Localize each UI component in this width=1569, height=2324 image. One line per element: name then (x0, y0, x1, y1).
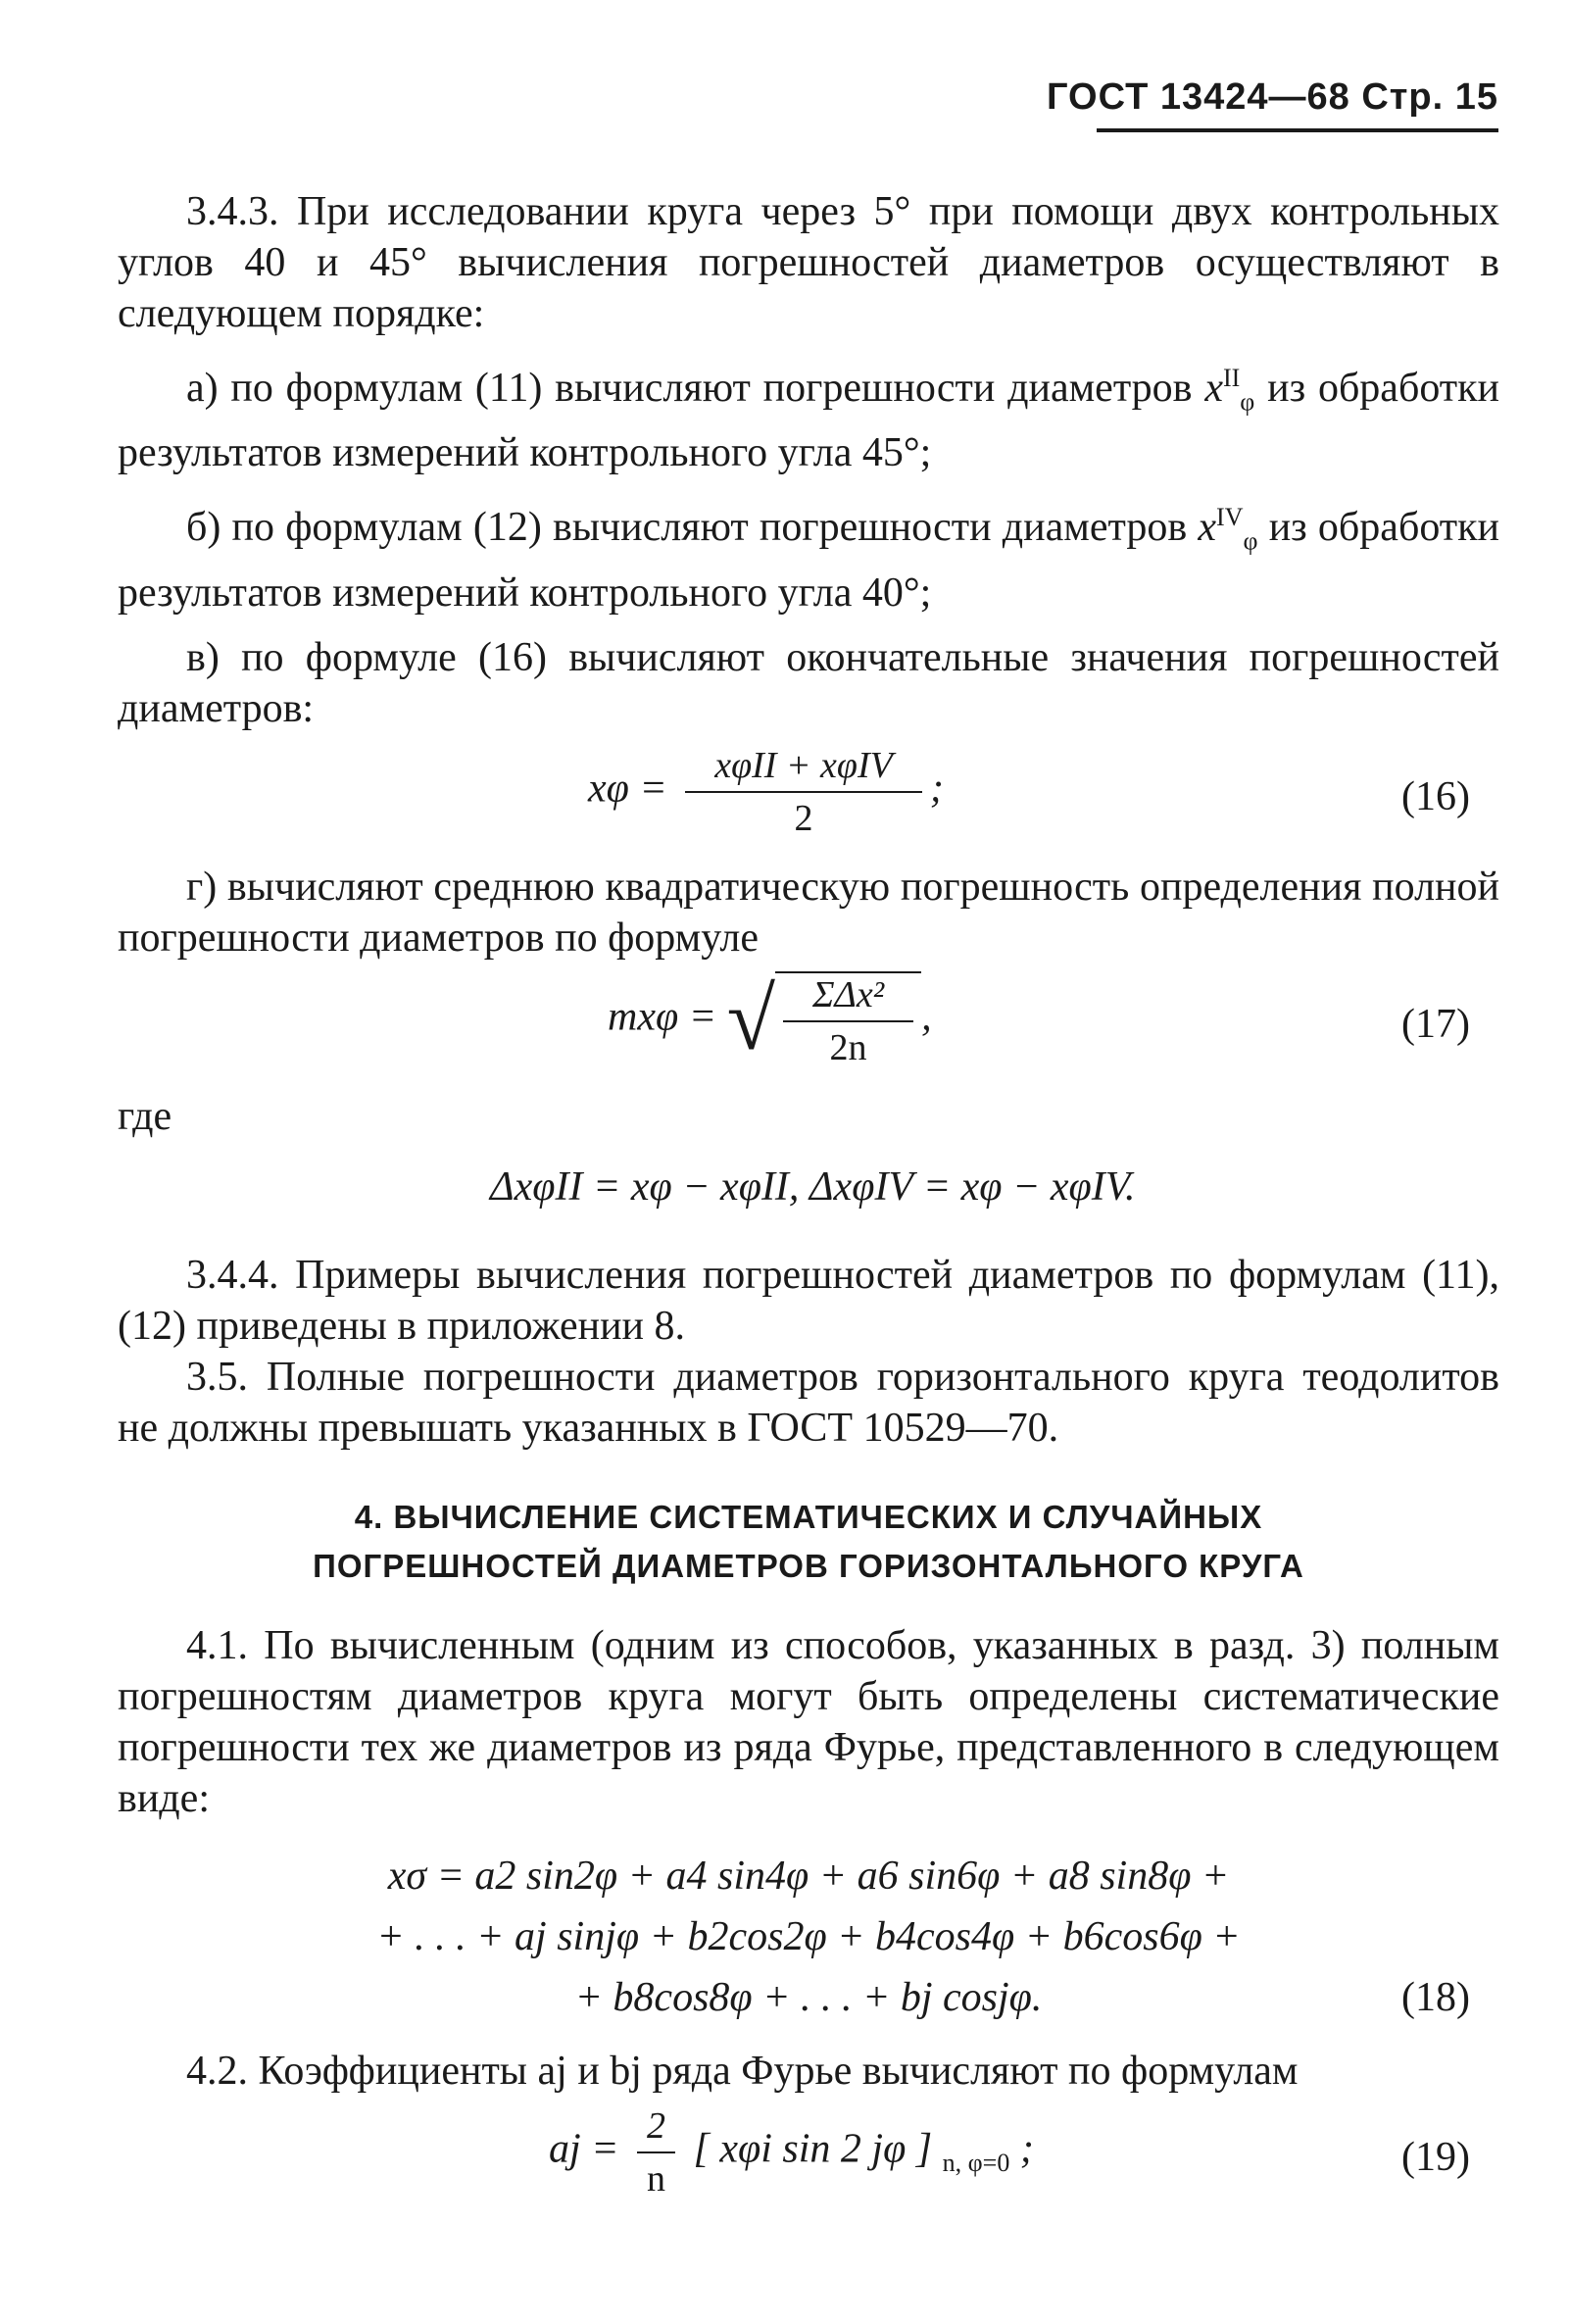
formula-18 (118, 1846, 1499, 2028)
formula-19-number: (19) (1401, 2134, 1470, 2180)
formula-19-tail: ; (1019, 2126, 1034, 2172)
formula-18-line3: + b8cos8φ + . . . + bj cosjφ. (574, 1974, 1043, 2020)
formula-16-numerator: xφII + xφIV (685, 744, 922, 793)
formula-19 (118, 2097, 1499, 2224)
section-4-title-line2: ПОГРЕШНОСТЕЙ ДИАМЕТРОВ ГОРИЗОНТАЛЬНОГО КРУГА (313, 1547, 1304, 1584)
header-text: ГОСТ 13424—68 Стр. 15 (1046, 76, 1498, 118)
formula-17-denominator: 2n (829, 1026, 867, 1068)
paragraph-3-4-3: 3.4.3. При исследовании круга через 5° при помощи двух контрольных углов 40 и 45° вычисления погрешностей диаметров осуществляют в следующем порядке: (118, 189, 1499, 336)
item-a (118, 353, 1499, 478)
formula-19-body: [ xφi sin 2 jφ ] (693, 2126, 933, 2172)
item-b (118, 492, 1499, 618)
formula-19-denominator: n (647, 2157, 666, 2200)
page-header (1047, 76, 1498, 132)
item-a-var: x (1204, 366, 1223, 411)
formula-18-number: (18) (1401, 1974, 1470, 2020)
sqrt-body (775, 971, 921, 1069)
item-b-var: x (1198, 505, 1217, 551)
delta-formula-row (118, 1142, 1499, 1230)
formula-16-denominator: 2 (794, 797, 813, 839)
item-a-sup: II (1222, 364, 1241, 392)
where-label: где (118, 1093, 172, 1139)
item-a-text: а) по формулам (11) вычисляют погрешности диаметров (186, 366, 1193, 411)
paragraph-4-1: 4.1. По вычисленным (одним из способов, указанных в разд. 3) полным погрешностям диаметров круга могут быть определены систематические погрешности тех же диаметров из ряда Фурье, представленного в следующем виде: (118, 1622, 1499, 1821)
paragraph-4-2: 4.2. Коэффициенты aj и bj ряда Фурье вычисляют по формулам (186, 2048, 1299, 2094)
formula-17-lhs: mxφ = (608, 994, 717, 1040)
formula-19-numerator: 2 (637, 2104, 675, 2153)
formula-19-lhs: aj = (549, 2126, 619, 2172)
page-body (118, 186, 1499, 2224)
item-b-sub: φ (1243, 526, 1258, 556)
item-a-tail: из обработки результатов измерений контрольного угла 45°; (118, 366, 1500, 476)
item-c: в) по формуле (16) вычисляют окончательные значения погрешностей диаметров: (118, 634, 1499, 731)
item-a-sub: φ (1240, 387, 1255, 417)
formula-18-line2: + . . . + aj sinjφ + b2cos2φ + b4cos4φ + b6cos6φ + (376, 1913, 1241, 1959)
delta-formula: ΔxφII = xφ − xφII, ΔxφIV = xφ − xφIV. (490, 1163, 1136, 1210)
formula-17-numerator: ΣΔx² (783, 973, 913, 1022)
formula-17: mxφ = √ $\frac{\text{ΣΔx²}}{2n}$ , (17) (608, 970, 1470, 1068)
item-d: г) вычисляют среднюю квадратическую погрешность определения полной погрешности диаметров по формуле (118, 864, 1499, 961)
sqrt-sign: √ (726, 970, 775, 1068)
item-b-sup: IV (1216, 503, 1244, 532)
item-b-tail: из обработки результатов измерений контрольного угла 40°; (118, 505, 1499, 616)
formula-16-fraction (685, 744, 922, 840)
header-rule (1097, 128, 1498, 132)
item-b-text: б) по формулам (12) вычисляют погрешности диаметров (186, 505, 1188, 551)
formula-16-lhs: xφ = (588, 766, 667, 812)
formula-19-limits: n, φ=0 (942, 2148, 1010, 2177)
section-4-title-line1: 4. ВЫЧИСЛЕНИЕ СИСТЕМАТИЧЕСКИХ И СЛУЧАЙНЫХ (354, 1498, 1263, 1535)
formula-19-fraction (637, 2104, 675, 2200)
paragraph-3-5: 3.5. Полные погрешности диаметров горизонтального круга теодолитов не должны превышать указанных в ГОСТ 10529—70. (118, 1354, 1499, 1451)
formula-17-number: (17) (1401, 1001, 1470, 1047)
section-4-title (118, 1493, 1499, 1591)
formula-18-line1: xσ = a2 sin2φ + a4 sin4φ + a6 sin6φ + a8 sin8φ + (387, 1853, 1230, 1899)
formula-16-number: (16) (1401, 773, 1470, 819)
paragraph-3-4-4: 3.4.4. Примеры вычисления погрешностей диаметров по формулам (11), (12) приведены в приложении 8. (118, 1252, 1499, 1349)
formula-16: xφ = $\frac{\text{xφII + xφIV}}{2}$ ; (16) (588, 744, 1470, 839)
